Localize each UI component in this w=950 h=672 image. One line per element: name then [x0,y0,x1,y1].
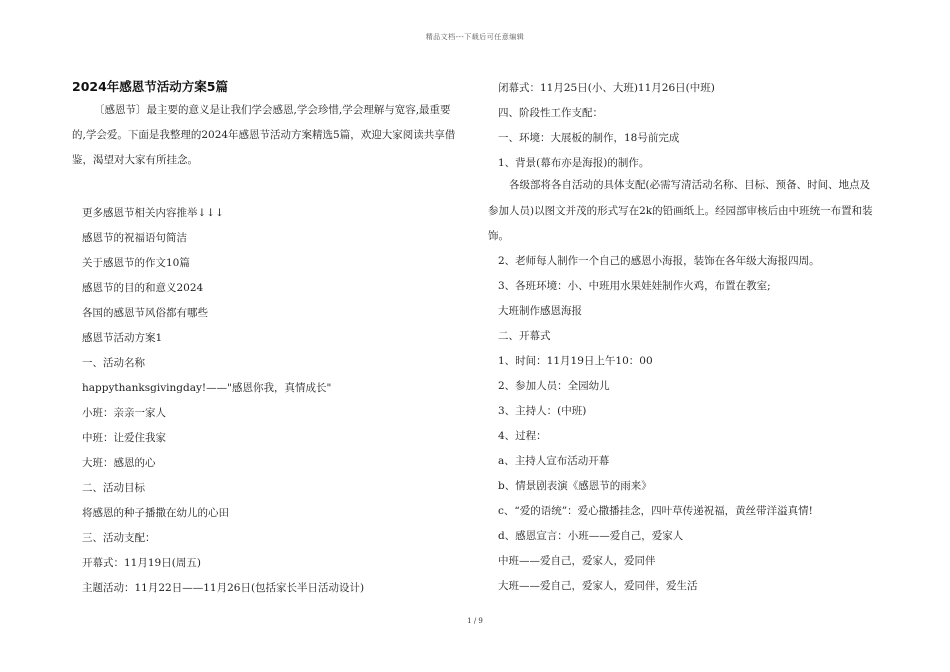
left-line: 感恩节活动方案1 [82,332,163,344]
left-line: 更多感恩节相关内容推举↓↓↓ [82,207,224,219]
intro-paragraph: 〔感恩节〕最主要的意义是让我们学会感恩,学会珍惜,学会理解与宽容,最重要的,学会爱。下面是我整理的2024年感恩节活动方案精选5篇，欢迎大家阅读共享借鉴，渴望对大家有所挂念。 [72,104,456,166]
right-line: 2、参加人员：全园幼儿 [498,380,610,392]
right-line: 3、主持人：(中班) [498,405,587,417]
left-line: 开幕式：11月19日(周五) [82,557,201,569]
right-line: 3、各班环境：小、中班用水果娃娃制作火鸡，布置在教室; [498,280,771,292]
left-line: happythanksgivingday!——"感恩你我，真情成长" [82,382,332,394]
right-line: 中班——爱自己，爱家人，爱同伴 [498,555,656,567]
left-line: 大班：感恩的心 [82,457,156,469]
right-line: b、情景剧表演《感恩节的雨来》 [498,480,652,492]
right-line: 闭幕式：11月25日(小、大班)11月26日(中班) [498,82,715,94]
left-line: 关于感恩节的作文10篇 [82,257,190,269]
page-header-note: 精品文档---下载后可任意编辑 [425,33,525,41]
right-line: a、主持人宣布活动开幕 [498,455,610,467]
right-line: 2、老师每人制作一个自己的感恩小海报，装饰在各年级大海报四周。 [498,255,820,267]
right-paragraph: 各级部将各自活动的具体支配(必需写清活动名称、目标、预备、时间、地点及参加人员)以图文并茂的形式写在2k的铅画纸上。经园部审核后由中班统一布置和装饰。 [488,179,873,242]
right-line: 1、时间：11月19日上午10：00 [498,355,653,367]
left-line: 二、活动目标 [82,482,145,494]
left-line: 感恩节的目的和意义2024 [82,282,204,294]
page-number: 1 / 9 [467,617,483,625]
left-line: 感恩节的祝福语句简洁 [82,232,187,244]
left-line: 主题活动：11月22日——11月26日(包括家长半日活动设计) [82,582,365,594]
right-line: 一、环境：大展板的制作，18号前完成 [498,132,680,144]
document-title: 2024年感恩节活动方案5篇 [72,79,228,94]
left-line: 小班：亲亲一家人 [82,407,166,419]
left-line: 三、活动支配： [82,532,156,544]
left-line: 各国的感恩节风俗都有哪些 [82,307,208,319]
right-line: 1、背景(幕布亦是海报)的制作。 [498,157,650,169]
right-line: 4、过程： [498,430,547,442]
left-line: 将感恩的种子播撒在幼儿的心田 [82,507,229,519]
right-line: 四、阶段性工作支配： [498,107,603,119]
right-line: d、感恩宣言：小班——爱自己，爱家人 [498,530,684,542]
left-line: 中班：让爱住我家 [82,432,166,444]
right-line: 二、开幕式 [498,330,551,342]
right-line: 大班制作感恩海报 [498,305,582,317]
left-line: 一、活动名称 [82,357,145,369]
right-line: 大班——爱自己，爱家人，爱同伴，爱生活 [498,580,698,592]
right-line: c、“爱的语统”：爱心撒播挂念，四叶草传递祝福，黄丝带洋溢真情! [498,505,813,517]
